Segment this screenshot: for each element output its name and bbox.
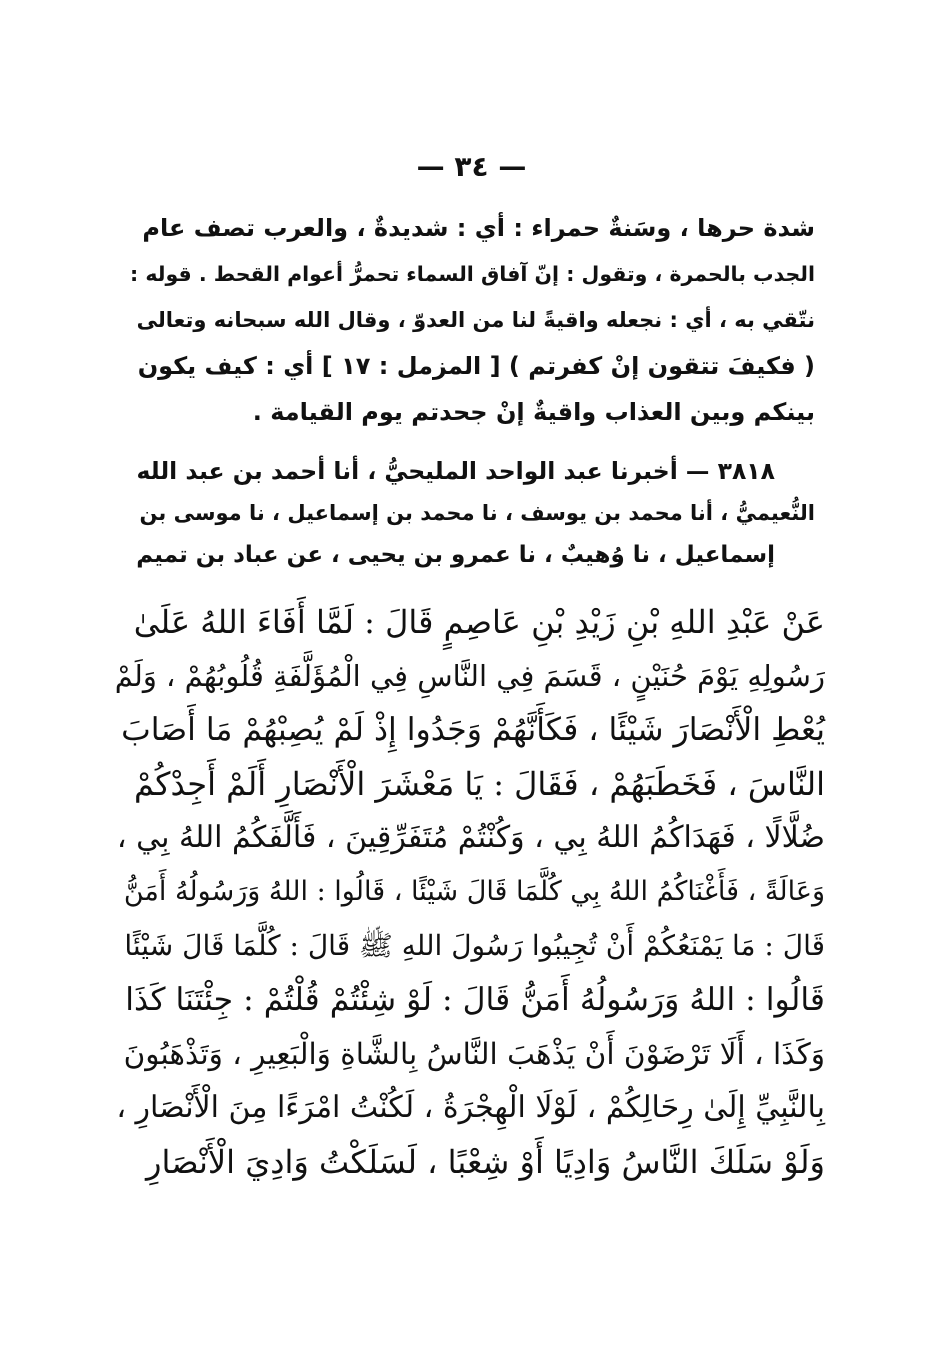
hadith-text-line: ضُلَّالًا ، فَهَدَاكُمُ اللهُ بِي ، وَكُنْتُمْ مُتَفَرِّقِينَ ، فَأَلَّفَكُمُ اللهُ بِي ، bbox=[116, 820, 825, 855]
hadith-text-line: يُعْطِ الْأَنْصَارَ شَيْئًا ، فَكَأَنَّهُمْ وَجَدُوا إِذْ لَمْ يُصِبْهُمْ مَا أَصَابَ bbox=[121, 712, 825, 748]
commentary-paragraph bbox=[130, 205, 815, 435]
hadith-text-line: النَّاسَ ، فَخَطَبَهُمْ ، فَقَالَ : يَا مَعْشَرَ الْأَنْصَارِ أَلَمْ أَجِدْكُمْ bbox=[133, 765, 825, 803]
hadith-chain-line: إسماعيل ، نا وُهيبٌ ، نا عمرو بن يحيى ، عن عباد بن تميم bbox=[136, 542, 775, 568]
commentary-line: ( فكيفَ تتقون إنْ كفرتم ) [ المزمل : ١٧ ] أي : كيف يكون bbox=[137, 352, 815, 380]
hadith-text-line: عَنْ عَبْدِ اللهِ بْنِ زَيْدِ بْنِ عَاصِمٍ قَالَ : لَمَّا أَفَاءَ اللهُ عَلَىٰ bbox=[133, 603, 825, 641]
page-number: — ٣٤ — bbox=[416, 150, 527, 183]
hadith-text-line: قَالُوا : اللهُ وَرَسُولُهُ أَمَنُّ قَالَ : لَوْ شِئْتُمْ قُلْتُمْ : جِئْتَنَا كَذَا bbox=[125, 982, 825, 1018]
hadith-text-line: رَسُولِهِ يَوْمَ حُنَيْنٍ ، قَسَمَ فِي النَّاسِ فِي الْمُؤَلَّفَةِ قُلُوبُهُمْ ، وَلَمْ bbox=[114, 659, 825, 693]
commentary-line: شدة حرها ، وسَنةٌ حمراء : أي : شديدةٌ ، والعرب تصف عام bbox=[142, 214, 815, 242]
commentary-line: بينكم وبين العذاب واقيةٌ إنْ جحدتم يوم القيامة . bbox=[252, 398, 815, 426]
hadith-text-line: قَالَ : مَا يَمْنَعُكُمْ أَنْ تُجِيبُوا رَسُولَ اللهِ ﷺ قَالَ : كُلَّمَا قَالَ شَيْئًا bbox=[124, 929, 825, 962]
hadith-text-line: وَلَوْ سَلَكَ النَّاسُ وَادِيًا أَوْ شِعْبًا ، لَسَلَكْتُ وَادِيَ الْأَنْصَارِ bbox=[146, 1143, 825, 1181]
commentary-line: الجدب بالحمرة ، وتقول : إنّ آفاق السماء تحمرُّ أعوام القحط . قوله : bbox=[129, 262, 815, 286]
hadith-text-line: بِالنَّبِيِّ إِلَىٰ رِحَالِكُمْ ، لَوْلَا الْهِجْرَةُ ، لَكُنْتُ امْرَءًا مِنَ الْأَنْصَارِ ، bbox=[116, 1090, 825, 1125]
hadith-chain-of-narration bbox=[130, 450, 815, 576]
commentary-line: نتّقي به ، أي : نجعله واقيةً لنا من العدوّ ، وقال الله سبحانه وتعالى bbox=[136, 308, 815, 332]
hadith-chain-line: النُّعيميُّ ، أنا محمد بن يوسف ، نا محمد بن إسماعيل ، نا موسى بن bbox=[139, 501, 815, 525]
hadith-chain-line: ٣٨١٨ — أخبرنا عبد الواحد المليحيُّ ، أنا أحمد بن عبد الله bbox=[136, 457, 775, 485]
hadith-text-line: وَكَذَا ، أَلَا تَرْضَوْنَ أَنْ يَذْهَبَ النَّاسُ بِالشَّاةِ وَالْبَعِيرِ ، وَتَذْهَبُونَ bbox=[123, 1037, 825, 1071]
hadith-text bbox=[115, 595, 825, 1189]
hadith-text-line: وَعَالَةً ، فَأَغْنَاكُمُ اللهُ بِي كُلَّمَا قَالَ شَيْئًا ، قَالُوا : اللهُ وَرَسُولُهُ أَمَنُّ bbox=[123, 876, 825, 907]
